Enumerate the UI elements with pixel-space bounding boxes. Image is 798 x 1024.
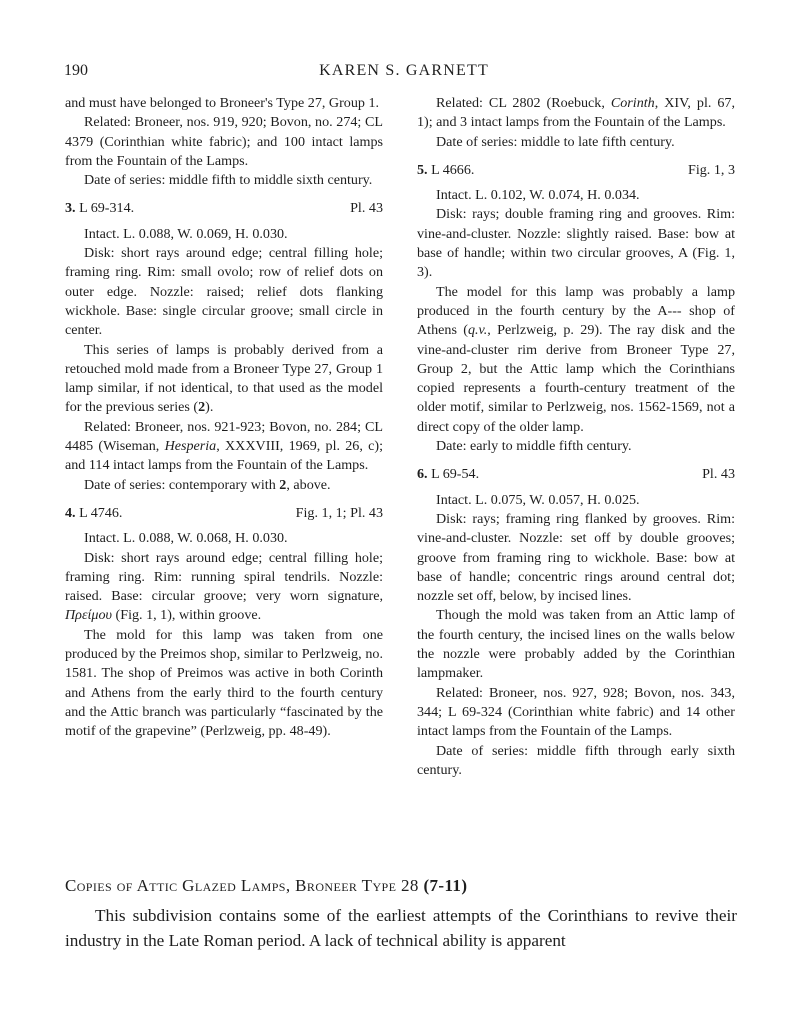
right-column bbox=[417, 94, 735, 780]
series-reference: 2 bbox=[198, 399, 206, 416]
paragraph: Intact. L. 0.102, W. 0.074, H. 0.034. bbox=[436, 187, 640, 204]
paragraph: Date of series: middle fifth through early sixth century. bbox=[417, 742, 735, 778]
paragraph: Related: CL 2802 (Roebuck, Corinth, XIV, pl. 67, 1); and 3 intact lamps from the Fountain of the Lamps. bbox=[417, 95, 736, 131]
paragraph: Though the mold was taken from an Attic lamp of the fourth century, the incised lines on the walls below the nozzle were probably added by the Corinthian lampmaker. bbox=[417, 607, 735, 682]
catalog-number: L 69-54. bbox=[431, 466, 480, 483]
entry-heading-5 bbox=[417, 161, 735, 180]
section-body bbox=[65, 904, 737, 953]
paragraph: Date of series: middle to late fifth century. bbox=[436, 133, 675, 150]
entry-heading-3 bbox=[65, 199, 383, 218]
left-column bbox=[65, 94, 383, 742]
catalog-number: L 69-314. bbox=[79, 200, 135, 217]
series-reference: 2 bbox=[279, 476, 287, 493]
greek-signature: Πρείμου bbox=[65, 607, 113, 624]
paragraph: Date of series: contemporary with 2, above. bbox=[84, 476, 331, 493]
section-range: (7-11) bbox=[423, 876, 468, 895]
paragraph: Date of series: middle fifth to middle sixth century. bbox=[84, 172, 373, 189]
paragraph: Related: Broneer, nos. 921-923; Bovon, no. 284; CL 4485 (Wiseman, Hesperia, XXXVIII, 1969, pl. 26, c); and 114 intact lamps from the Fountain of the Lamps. bbox=[65, 418, 383, 474]
paragraph: Date: early to middle fifth century. bbox=[436, 438, 632, 455]
entry-number: 4. bbox=[65, 504, 76, 521]
work-title: Corinth bbox=[610, 95, 655, 111]
plate-reference: Fig. 1, 3 bbox=[688, 161, 735, 178]
paragraph: Intact. L. 0.075, W. 0.057, H. 0.025. bbox=[436, 491, 640, 508]
entry-number: 6. bbox=[417, 466, 428, 483]
paragraph: Disk: rays; framing ring flanked by grooves. Rim: vine-and-cluster. Nozzle: set off by double grooves; groove from framing ring to wickhole. Base: bow at base of handle; concentric rings around central dot; nozzle set off, below, by incised lines. bbox=[417, 510, 735, 605]
page-header bbox=[64, 62, 744, 84]
paragraph: The model for this lamp was probably a lamp produced in the fourth century by the A--- shop of Athens (q.v., Perlzweig, p. 29). The ray disk and the vine-and-cluster rim derive from Broneer Type 27, Group 2, but the Attic lamp which the Corinthians copied represents a fourth-century treatment of the older motif, similar to Perlzweig, nos. 1562-1569, not a direct copy of the older lamp. bbox=[417, 283, 735, 435]
entry-number: 3. bbox=[65, 200, 76, 217]
section-title: Copies of Attic Glazed Lamps, Broneer Type 28 bbox=[65, 876, 419, 895]
catalog-number: L 4666. bbox=[431, 161, 475, 178]
paragraph: Related: Broneer, nos. 927, 928; Bovon, nos. 343, 344; L 69-324 (Corinthian white fabric) and 14 other intact lamps from the Fountain of the Lamps. bbox=[417, 684, 735, 740]
journal-title: Hesperia bbox=[164, 438, 217, 455]
paragraph: The mold for this lamp was taken from one produced by the Preimos shop, similar to Perlzweig, no. 1581. The shop of Preimos was active in both Corinth and Athens from the early third to the fourth century and the Attic branch was particularly “fascinated by the motif of the grapevine” (Perlzweig, pp. 48-49). bbox=[65, 626, 383, 740]
paragraph: Intact. L. 0.088, W. 0.069, H. 0.030. bbox=[84, 225, 288, 242]
plate-reference: Fig. 1, 1; Pl. 43 bbox=[295, 504, 383, 521]
paragraph: Disk: short rays around edge; central filling hole; framing ring. Rim: running spiral tendrils. Nozzle: raised. Base: circular groove; very worn signature, Πρείμου (Fig. 1, 1), within groove. bbox=[65, 549, 383, 624]
page-number: 190 bbox=[64, 62, 88, 79]
qv-abbreviation: q.v. bbox=[467, 322, 488, 339]
paragraph: and must have belonged to Broneer's Type 27, Group 1. bbox=[65, 95, 380, 111]
plate-reference: Pl. 43 bbox=[702, 466, 735, 483]
paragraph: This subdivision contains some of the earliest attempts of the Corinthians to revive their industry in the Late Roman period. A lack of technical ability is apparent bbox=[65, 906, 737, 950]
running-head: KAREN S. GARNETT bbox=[319, 62, 489, 79]
paragraph: Intact. L. 0.088, W. 0.068, H. 0.030. bbox=[84, 530, 288, 547]
section-heading bbox=[65, 876, 467, 896]
catalog-number: L 4746. bbox=[79, 504, 123, 521]
paragraph: Disk: rays; double framing ring and grooves. Rim: vine-and-cluster. Nozzle: slightly raised. Base: bow at base of handle; within two circular grooves, A (Fig. 1, 3). bbox=[417, 206, 735, 281]
entry-heading-6 bbox=[417, 465, 735, 484]
entry-number: 5. bbox=[417, 161, 428, 178]
plate-reference: Pl. 43 bbox=[350, 200, 383, 217]
paragraph: This series of lamps is probably derived from a retouched mold made from a Broneer Type 27, Group 1 lamp similar, if not identical, to that used as the model for the previous series (2). bbox=[65, 341, 383, 416]
entry-heading-4 bbox=[65, 504, 383, 523]
paragraph: Disk: short rays around edge; central filling hole; framing ring. Rim: small ovolo; row of relief dots on outer edge. Nozzle: raised; relief dots flanking wickhole. Base: single circular groove; small circle in center. bbox=[65, 245, 383, 339]
paragraph: Related: Broneer, nos. 919, 920; Bovon, no. 274; CL 4379 (Corinthian white fabric); and 100 intact lamps from the Fountain of the Lamps. bbox=[65, 114, 383, 169]
